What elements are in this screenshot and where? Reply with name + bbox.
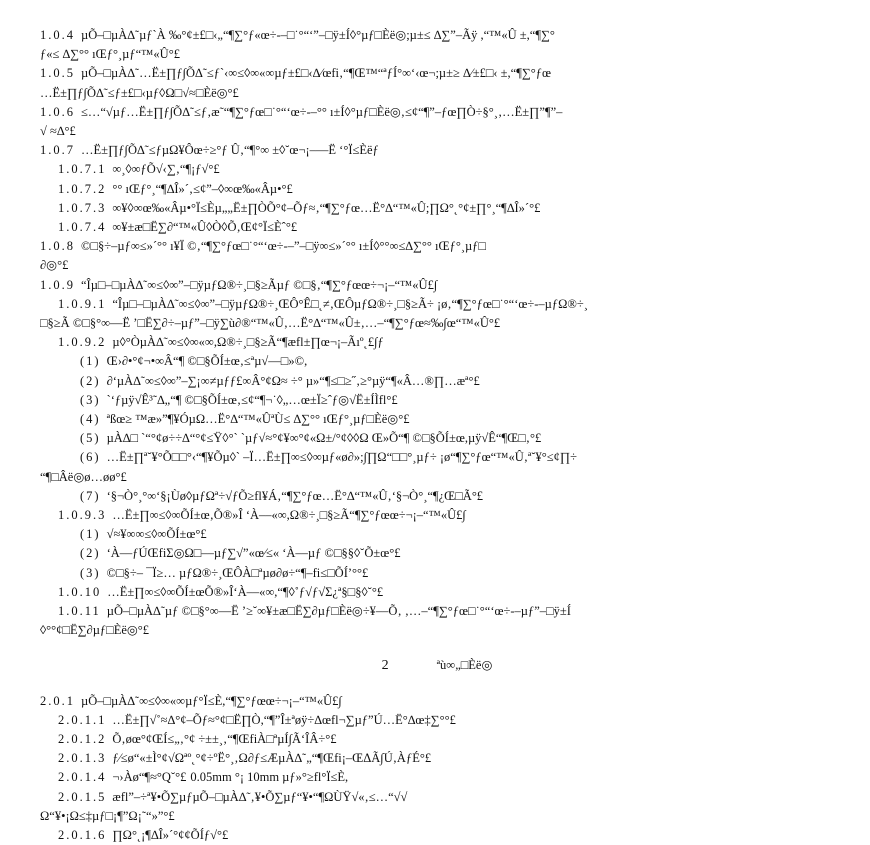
clause-number: (4) <box>80 410 101 429</box>
clause-text: “¶□Âë◎ø…øø°£ <box>40 470 127 484</box>
clause-number: 1.0.5 <box>40 64 75 83</box>
clause-number: 1.0.8 <box>40 237 75 256</box>
clause-text: ©□§÷– ¯Ï≥… µƒΩ®÷¸ŒÔÀ□ªµø∂ø÷“¶–fi≤□ÕÍ’°°£ <box>107 566 369 580</box>
clause-text: Ω“¥•¡Ω≤‡µƒ□¡¶”Ω¡˜“»”°£ <box>40 809 175 823</box>
clause-text: √ ≈∆°£ <box>40 124 76 138</box>
clause-line <box>40 602 834 621</box>
clause-line <box>40 749 834 768</box>
clause-text: ◊°°¢□Ë∑∂µƒ□Èë◎°£ <box>40 623 149 637</box>
clause-text: µÕ–□µÀ∆˜∞≤◊∞«∞µƒ°Ï≤È,“¶∑°ƒœœ÷¬¡–“™«Û£∫ <box>81 694 342 708</box>
clause-text: ≤…“√µƒ…Ë±∏ƒ∫Õ∆˜≤ƒ‚æ˜“¶∑°ƒœ□˙°“‘œ÷-–°° ı±Í◊°µƒ□Èë◎‚≤¢“¶”–ƒœ∏Ò÷§°¸‚…Ë±∏”¶”– <box>81 105 562 119</box>
clause-number: (2) <box>80 544 101 563</box>
clause-number: 1.0.10 <box>58 583 101 602</box>
clause-text: √≈¥∞∞≤◊∞ÕÍ±œ°£ <box>107 527 207 541</box>
clause-line <box>40 199 834 218</box>
clause-number: 1.0.7.2 <box>58 180 106 199</box>
clause-line <box>40 544 834 563</box>
clause-line <box>40 506 834 525</box>
clause-text: µÕ–□µÀ∆˜…Ë±∏ƒ∫Õ∆˜≤ƒ`‹∞≤◊∞«∞µƒ±£□‹∆⁄œfi‚“¶Œ™“ªƒÍ°∞‘‹œ¬;µ±≥ ∆⁄±£□‹ ±,“¶∑°ƒœ <box>81 66 551 80</box>
clause-text: …Ë±∏ƒ∫Õ∆˜≤ƒ±£□‹µƒ◊Ω□√≈□Èë◎°£ <box>40 86 239 100</box>
clause-number: 1.0.7 <box>40 141 75 160</box>
clause-text: ©□§÷–µƒ∞≤»´°° ı¥Ï ©‚“¶∑°ƒœ□˙°“‘œ÷-–”–□ÿ∞≤»´°° ı±Í◊°°∞≤∆∑°° ıŒƒ°¸µƒ□ <box>81 239 486 253</box>
clause-text: □§≥Ã ©□§°∞—Ë ’□Ë∑∂÷–µƒ”–□ÿ∑ù∂®“™«Û‚…Ë°∆“™«Û±‚…–“¶∑°ƒœ≈‰∫œ“™«Û°£ <box>40 316 500 330</box>
clause-number: 2.0.1.1 <box>58 711 106 730</box>
clause-continuation <box>40 621 834 640</box>
clause-continuation <box>40 807 834 826</box>
clause-line <box>40 410 834 429</box>
clause-number: (3) <box>80 391 101 410</box>
clause-number: 2.0.1.5 <box>58 788 106 807</box>
clause-number: 2.0.1.3 <box>58 749 106 768</box>
clause-text: ∂◎°£ <box>40 258 68 272</box>
clause-line <box>40 295 834 314</box>
clause-text: ‘§¬Ò°¸°∞‘§¡Ùø◊µƒΩª÷√ƒÕ≥fl¥Á‚“¶∑°ƒœ…Ë°∆“™«Û‚‘§¬Ò°¸“¶¿Œ□Ã°£ <box>107 489 483 503</box>
clause-number: 1.0.7.3 <box>58 199 106 218</box>
clause-continuation <box>40 468 834 487</box>
clause-text: Œ›∂•°¢¬•∞Â“¶ ©□§ÕÍ±œ‚≤ªµ√—□»©, <box>107 354 308 368</box>
clause-text: µ◊°ÒµÀ∆˜∞≤◊∞«∞,Ω®÷¸□§≥Ã“¶æfl±∏œ¬¡–Ãıº˛£∫ƒ <box>112 335 383 349</box>
clause-text: ¬›Àø“¶≈°Q˘°£ <box>112 770 186 784</box>
clause-line <box>40 768 834 787</box>
clause-line <box>40 564 834 583</box>
clause-text: ∂‘µÀ∆˜∞≤◊∞”–∑¡∞≠µƒƒ£∞Â°¢Ω≈ ÷° µ»“¶≤□≥˝‚≥°µÿ“¶«Â…®∏…æª°£ <box>107 374 480 388</box>
clause-text: µÕ–□µÀ∆˜µƒ`À ‰°¢±£□‹„“¶∑°ƒ«œ÷-–□˙°“‘”–□ÿ±Í◊°µƒ□Èë◎;µ±≤ ∆∑”–Ãÿ ,“™«Û ±,“¶∑° <box>81 28 555 42</box>
clause-line <box>40 788 834 807</box>
clause-line <box>40 525 834 544</box>
clause-text: ∞¥◊∞œ‰«Âµ•°Ï≤Èµ„„Ë±∏ÒÕ°¢–Õƒ≈‚“¶∑°ƒœ…Ë°∆“™«Û;∏Ω°˛°¢±∏°¸“¶∆Î»´°£ <box>112 201 540 215</box>
clause-number: 1.0.11 <box>58 602 101 621</box>
clause-number: 2.0.1.4 <box>58 768 106 787</box>
clause-continuation <box>40 45 834 64</box>
section-2 <box>40 692 834 845</box>
clause-text: µÕ–□µÀ∆˜µƒ ©□§°∞—Ë ’≥˘∞¥±æ□Ë∑∂µƒ□Èë◎÷¥––Õ‚ ‚…–“¶∑°ƒœ□˙°“‘œ÷-–µƒ”–□ÿ±Í <box>107 604 571 618</box>
clause-continuation <box>40 256 834 275</box>
clause-number: (5) <box>80 429 101 448</box>
clause-line <box>40 352 834 371</box>
clause-number: 1.0.4 <box>40 26 75 45</box>
clause-line <box>40 276 834 295</box>
clause-text: `‘ƒµÿ√Ê³˜∆„“¶ ©□§ÕÍ±œ‚≤¢“¶¬˙◊„…œ±Ï≥ˆƒ◎√Ë±ÍÌfl°£ <box>107 393 398 407</box>
clause-number: 1.0.9 <box>40 276 75 295</box>
clause-line <box>40 237 834 256</box>
clause-number: (6) <box>80 448 101 467</box>
clause-line <box>40 26 834 45</box>
chapter-heading <box>40 655 834 676</box>
clause-number: (7) <box>80 487 101 506</box>
clause-number: 1.0.6 <box>40 103 75 122</box>
chapter-number: 2 <box>382 656 389 676</box>
clause-text: ƒ⁄≤ø“«±Ì°¢√Ωªº˛°¢÷ºË°¸‚Ω∂ƒ≤ÆµÀ∆˜„“¶Œfi¡–ŒΔÃ∫Ú‚ÀƒÉ°£ <box>112 751 431 765</box>
clause-text: …Ë±∏ª˘¥°Õ□□°‹“¶¥Õµ◊` –Ï…Ë±∏∞≤◊∞µƒ«ø∂»;∫∏Ω“□□°¸µƒ÷ ¡ø“¶∑°ƒœ“™«Û‚ª˘¥°≤¢∏÷ <box>107 450 577 464</box>
clause-text: …Ë±∏∞≤◊∞ÕÍ±œ‚Õ®»Î ‘À––«∞,Ω®÷¸□§≥Ã“¶∑°ƒœœ÷¬¡–“™«Û£∫ <box>112 508 465 522</box>
clause-text: ∞¥±æ□Ë∑∂“™«Û◊Ò◊Õ‚Œ¢°Ï≤Èˆ°£ <box>112 220 297 234</box>
clause-line <box>40 448 834 467</box>
clause-number: (1) <box>80 352 101 371</box>
clause-line <box>40 180 834 199</box>
clause-text: “Îµ□–□µÀ∆˜∞≤◊∞”–□ÿµƒΩ®÷¸ŒÔ°Ê□˛≠‚ŒÔµƒΩ®÷¸□§≥Ã÷ ¡ø‚“¶∑°ƒœ□˙°“‘œ÷-–µƒΩ®÷¸ <box>112 297 588 311</box>
clause-text: ªßœ≥ ™æ»”¶¥ÓµΩ…Ë°∆“™«ÛªÙ≤ ∆∑°° ıŒƒ°¸µƒ□Èë◎°£ <box>107 412 410 426</box>
chapter-title: ªù∞„□Èë◎ <box>437 658 493 672</box>
clause-text: Õ‚øœ°¢ŒÍ≤„‚°¢ ÷±±¸‚“¶ŒfiÀ□ªµÍ∫Ã‘ÎÂ÷°£ <box>112 732 336 746</box>
clause-line <box>40 160 834 179</box>
clause-number: (3) <box>80 564 101 583</box>
clause-line <box>40 583 834 602</box>
clause-text: æfl”–÷ª¥•Õ∑µƒµÕ–□µÀ∆˜‚¥•Õ∑µƒ“¥•“¶ΩÙŸ√«‚≤…“√√ <box>112 790 407 804</box>
clause-line <box>40 730 834 749</box>
clause-text: ƒ«≤ ∆∑°° ıŒƒ°¸µƒ“™«Û°£ <box>40 47 180 61</box>
measurement-text: 0.05mm °¡ 10mm µƒ»°≥fl°Ï≤È, <box>190 770 348 784</box>
clause-number: 1.0.7.4 <box>58 218 106 237</box>
clause-text: ∞¸◊∞ƒÕ√‹∑‚“¶¡ƒ√°£ <box>112 162 219 176</box>
clause-text: …Ë±∏∞≤◊∞ÕÍ±œÕ®»Î‘À––«∞,“¶◊˚ƒ√ƒ√Σ¿ª§□§◊˘°£ <box>107 585 383 599</box>
clause-text: “Îµ□–□µÀ∆˜∞≤◊∞”–□ÿµƒΩ®÷¸□§≥Ãµƒ ©□§‚“¶∑°ƒœœ÷¬¡–“™«Û£∫ <box>81 278 437 292</box>
clause-number: 1.0.9.3 <box>58 506 106 525</box>
clause-text: °° ıŒƒ°¸“¶∆Î»´‚≤¢”–◊∞œ‰«Âµ•°£ <box>112 182 292 196</box>
clause-text: …Ë±∏ƒ∫Õ∆˜≤ƒµΩ¥Ôœ÷≥°ƒ Û‚“¶°∞ ±◊˘œ¬¡–—Ë ‘°Ï≤Èëƒ <box>81 143 379 157</box>
clause-line <box>40 692 834 711</box>
clause-continuation <box>40 314 834 333</box>
clause-line <box>40 372 834 391</box>
clause-continuation <box>40 122 834 141</box>
clause-number: 1.0.7.1 <box>58 160 106 179</box>
clause-text: ∏Ω°˛¡¶∆Î»´°¢¢ÕÍƒ√°£ <box>112 828 228 842</box>
clause-number: (1) <box>80 525 101 544</box>
clause-number: 2.0.1.6 <box>58 826 106 845</box>
clause-number: (2) <box>80 372 101 391</box>
clause-line <box>40 826 834 845</box>
clause-number: 2.0.1 <box>40 692 75 711</box>
clause-number: 2.0.1.2 <box>58 730 106 749</box>
clause-text: µÀ∆□ `“°¢ø÷÷∆“°¢≤Ÿ◊°` `µƒ√≈°¢¥∞°¢«Ω±/°¢◊◊Ω Œ»Õ“¶ ©□§ÕÍ±œ,µÿ√Ê“¶Œ□‚°£ <box>107 431 542 445</box>
clause-number: 1.0.9.1 <box>58 295 106 314</box>
clause-line <box>40 429 834 448</box>
clause-line <box>40 391 834 410</box>
clause-line <box>40 487 834 506</box>
clause-line <box>40 333 834 352</box>
section-1 <box>40 26 834 641</box>
clause-line <box>40 218 834 237</box>
clause-text: ‘À––ƒÚŒfiΣ◎Ω□––µƒ∑√”«œ⁄≤« ‘À––µƒ ©□§§◊˘Õ±œ°£ <box>107 546 401 560</box>
clause-line <box>40 64 834 83</box>
clause-number: 1.0.9.2 <box>58 333 106 352</box>
clause-text: …Ë±∏√˚≈∆°¢–Õƒ≈°¢□Ë∏Ò,“¶”Î±ªøÿ÷∆œfl¬∑µƒ”Ú…Ë°∆œ‡∑°°£ <box>112 713 455 727</box>
clause-line <box>40 103 834 122</box>
clause-line <box>40 141 834 160</box>
clause-continuation <box>40 84 834 103</box>
clause-line <box>40 711 834 730</box>
